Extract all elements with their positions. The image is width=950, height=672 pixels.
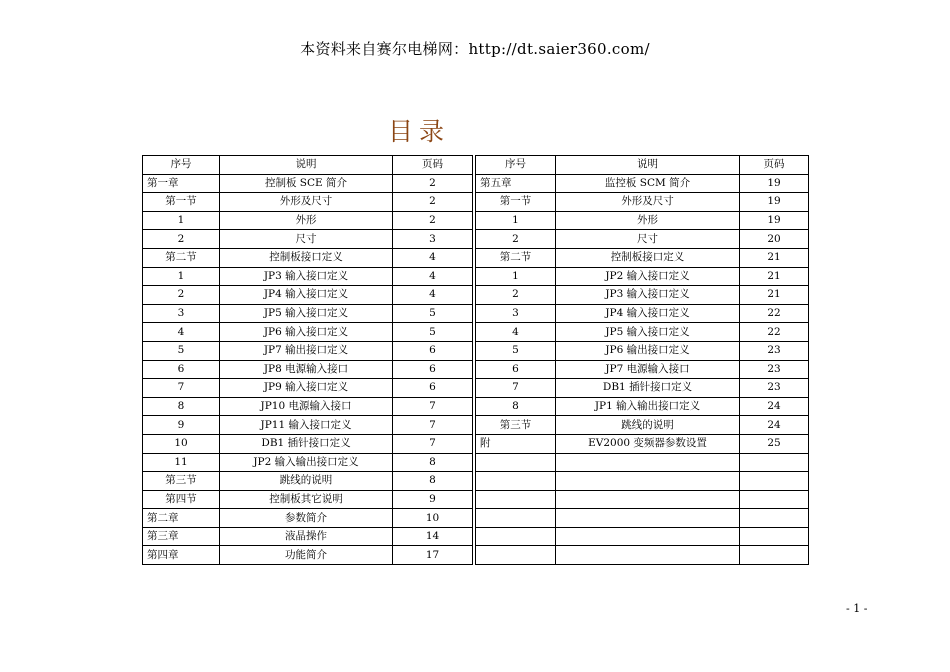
toc-left-desc: 控制板接口定义 bbox=[220, 248, 393, 267]
toc-left-no: 第一章 bbox=[143, 174, 220, 193]
toc-row bbox=[143, 546, 809, 565]
toc-right-desc bbox=[556, 472, 740, 491]
toc-right-no: 第三节 bbox=[476, 416, 556, 435]
toc-left-page: 5 bbox=[393, 304, 473, 323]
toc-right-page: 23 bbox=[740, 360, 809, 379]
toc-right-no: 第一节 bbox=[476, 193, 556, 212]
toc-right-desc: 跳线的说明 bbox=[556, 416, 740, 435]
toc-left-desc: 参数简介 bbox=[220, 509, 393, 528]
toc-left-desc: JP9 输入接口定义 bbox=[220, 379, 393, 398]
toc-left-page: 17 bbox=[393, 546, 473, 565]
toc-left-desc: 控制板 SCE 简介 bbox=[220, 174, 393, 193]
toc-row bbox=[143, 230, 809, 249]
toc-left-no: 2 bbox=[143, 286, 220, 305]
toc-right-desc: EV2000 变频器参数设置 bbox=[556, 434, 740, 453]
toc-left-page: 7 bbox=[393, 397, 473, 416]
toc-right-no: 1 bbox=[476, 267, 556, 286]
toc-row bbox=[143, 286, 809, 305]
toc-left-page: 9 bbox=[393, 490, 473, 509]
toc-row bbox=[143, 490, 809, 509]
toc-left-page: 2 bbox=[393, 174, 473, 193]
toc-row bbox=[143, 341, 809, 360]
toc-left-page: 5 bbox=[393, 323, 473, 342]
toc-left-no: 6 bbox=[143, 360, 220, 379]
toc-right-desc: JP2 输入接口定义 bbox=[556, 267, 740, 286]
toc-left-no: 第三章 bbox=[143, 527, 220, 546]
toc-left-desc: JP7 输出接口定义 bbox=[220, 341, 393, 360]
toc-right-desc: 监控板 SCM 简介 bbox=[556, 174, 740, 193]
toc-left-page: 6 bbox=[393, 360, 473, 379]
toc-right-page: 19 bbox=[740, 174, 809, 193]
toc-row bbox=[143, 379, 809, 398]
toc-left-no: 第二节 bbox=[143, 248, 220, 267]
toc-left-no: 第四章 bbox=[143, 546, 220, 565]
toc-right-page: 22 bbox=[740, 323, 809, 342]
toc-row bbox=[143, 434, 809, 453]
toc-left-page: 4 bbox=[393, 286, 473, 305]
toc-left-page: 2 bbox=[393, 193, 473, 212]
toc-left-no: 7 bbox=[143, 379, 220, 398]
toc-right-desc: 控制板接口定义 bbox=[556, 248, 740, 267]
toc-left-no: 4 bbox=[143, 323, 220, 342]
toc-right-desc: 外形及尺寸 bbox=[556, 193, 740, 212]
toc-left-page: 7 bbox=[393, 434, 473, 453]
toc-left-desc: JP8 电源输入接口 bbox=[220, 360, 393, 379]
toc-right-no: 2 bbox=[476, 230, 556, 249]
toc-left-desc: DB1 插针接口定义 bbox=[220, 434, 393, 453]
toc-row bbox=[143, 193, 809, 212]
toc-right-page: 21 bbox=[740, 286, 809, 305]
toc-right-desc bbox=[556, 453, 740, 472]
toc-row bbox=[143, 453, 809, 472]
toc-left-no: 5 bbox=[143, 341, 220, 360]
header-page-left: 页码 bbox=[393, 156, 473, 175]
toc-row bbox=[143, 360, 809, 379]
toc-left-desc: JP6 输入接口定义 bbox=[220, 323, 393, 342]
header-page-right: 页码 bbox=[740, 156, 809, 175]
toc-left-page: 7 bbox=[393, 416, 473, 435]
toc-right-no bbox=[476, 509, 556, 528]
toc-right-desc: JP5 输入接口定义 bbox=[556, 323, 740, 342]
toc-left-desc: 液晶操作 bbox=[220, 527, 393, 546]
toc-right-no bbox=[476, 546, 556, 565]
toc-left-no: 第二章 bbox=[143, 509, 220, 528]
toc-row bbox=[143, 211, 809, 230]
toc-left-page: 4 bbox=[393, 248, 473, 267]
toc-right-no bbox=[476, 490, 556, 509]
toc-right-no: 5 bbox=[476, 341, 556, 360]
toc-row bbox=[143, 267, 809, 286]
toc-right-page: 20 bbox=[740, 230, 809, 249]
toc-right-no: 8 bbox=[476, 397, 556, 416]
toc-left-desc: JP2 输入输出接口定义 bbox=[220, 453, 393, 472]
page-number: - 1 - bbox=[846, 602, 868, 615]
toc-left-page: 6 bbox=[393, 379, 473, 398]
toc-body bbox=[143, 174, 809, 564]
toc-row bbox=[143, 397, 809, 416]
toc-right-no: 2 bbox=[476, 286, 556, 305]
toc-left-page: 6 bbox=[393, 341, 473, 360]
toc-right-page: 25 bbox=[740, 434, 809, 453]
toc-row bbox=[143, 174, 809, 193]
toc-row bbox=[143, 472, 809, 491]
toc-left-desc: JP5 输入接口定义 bbox=[220, 304, 393, 323]
toc-left-no: 第一节 bbox=[143, 193, 220, 212]
toc-right-page: 23 bbox=[740, 379, 809, 398]
toc-right-page bbox=[740, 453, 809, 472]
toc-right-desc: 尺寸 bbox=[556, 230, 740, 249]
toc-left-no: 11 bbox=[143, 453, 220, 472]
toc-left-no: 2 bbox=[143, 230, 220, 249]
toc-right-desc: DB1 插针接口定义 bbox=[556, 379, 740, 398]
toc-right-desc bbox=[556, 509, 740, 528]
toc-left-page: 14 bbox=[393, 527, 473, 546]
toc-left-desc: JP11 输入接口定义 bbox=[220, 416, 393, 435]
toc-right-desc: JP6 输出接口定义 bbox=[556, 341, 740, 360]
toc-right-no: 4 bbox=[476, 323, 556, 342]
toc-right-no bbox=[476, 472, 556, 491]
toc-left-page: 8 bbox=[393, 472, 473, 491]
toc-row bbox=[143, 304, 809, 323]
toc-right-desc: JP3 输入接口定义 bbox=[556, 286, 740, 305]
toc-right-desc: JP1 输入输出接口定义 bbox=[556, 397, 740, 416]
toc-right-no: 第二节 bbox=[476, 248, 556, 267]
toc-right-desc bbox=[556, 490, 740, 509]
toc-right-desc bbox=[556, 546, 740, 565]
toc-right-no: 1 bbox=[476, 211, 556, 230]
toc-left-page: 2 bbox=[393, 211, 473, 230]
toc-row bbox=[143, 509, 809, 528]
toc-row bbox=[143, 416, 809, 435]
toc-left-desc: 外形 bbox=[220, 211, 393, 230]
toc-left-page: 4 bbox=[393, 267, 473, 286]
toc-left-no: 第四节 bbox=[143, 490, 220, 509]
header-no-right: 序号 bbox=[476, 156, 556, 175]
toc-right-page: 24 bbox=[740, 397, 809, 416]
toc-right-page: 24 bbox=[740, 416, 809, 435]
toc-left-no: 1 bbox=[143, 211, 220, 230]
toc-right-no: 3 bbox=[476, 304, 556, 323]
toc-right-no bbox=[476, 527, 556, 546]
toc-left-no: 1 bbox=[143, 267, 220, 286]
toc-right-desc bbox=[556, 527, 740, 546]
toc-left-desc: 跳线的说明 bbox=[220, 472, 393, 491]
toc-right-no: 第五章 bbox=[476, 174, 556, 193]
toc-row bbox=[143, 323, 809, 342]
toc-left-desc: JP10 电源输入接口 bbox=[220, 397, 393, 416]
toc-left-no: 3 bbox=[143, 304, 220, 323]
toc-left-desc: 功能简介 bbox=[220, 546, 393, 565]
toc-right-no: 6 bbox=[476, 360, 556, 379]
toc-right-no: 附 bbox=[476, 434, 556, 453]
toc-right-page: 21 bbox=[740, 267, 809, 286]
toc-right-page: 21 bbox=[740, 248, 809, 267]
toc-right-no bbox=[476, 453, 556, 472]
toc-left-desc: JP3 输入接口定义 bbox=[220, 267, 393, 286]
toc-left-page: 8 bbox=[393, 453, 473, 472]
toc-row bbox=[143, 527, 809, 546]
page-title: 目录 bbox=[388, 117, 451, 146]
toc-right-desc: 外形 bbox=[556, 211, 740, 230]
toc-left-page: 10 bbox=[393, 509, 473, 528]
toc-table bbox=[142, 155, 809, 565]
toc-left-desc: 控制板其它说明 bbox=[220, 490, 393, 509]
toc-left-no: 10 bbox=[143, 434, 220, 453]
toc-left-no: 第三节 bbox=[143, 472, 220, 491]
toc-left-desc: 尺寸 bbox=[220, 230, 393, 249]
toc-left-no: 8 bbox=[143, 397, 220, 416]
toc-right-page: 19 bbox=[740, 211, 809, 230]
toc-row bbox=[143, 248, 809, 267]
header-desc-right: 说明 bbox=[556, 156, 740, 175]
toc-right-desc: JP4 输入接口定义 bbox=[556, 304, 740, 323]
toc-right-page bbox=[740, 527, 809, 546]
toc-right-page bbox=[740, 546, 809, 565]
toc-left-desc: JP4 输入接口定义 bbox=[220, 286, 393, 305]
toc-left-page: 3 bbox=[393, 230, 473, 249]
toc-right-desc: JP7 电源输入接口 bbox=[556, 360, 740, 379]
toc-right-page bbox=[740, 490, 809, 509]
toc-right-no: 7 bbox=[476, 379, 556, 398]
toc-header-row bbox=[143, 156, 809, 175]
page-header-source: 本资料来自赛尔电梯网：http://dt.saier360.com/ bbox=[300, 40, 650, 58]
toc-right-page bbox=[740, 509, 809, 528]
toc-right-page bbox=[740, 472, 809, 491]
header-no-left: 序号 bbox=[143, 156, 220, 175]
toc-left-no: 9 bbox=[143, 416, 220, 435]
toc-right-page: 19 bbox=[740, 193, 809, 212]
toc-right-page: 23 bbox=[740, 341, 809, 360]
header-desc-left: 说明 bbox=[220, 156, 393, 175]
toc-right-page: 22 bbox=[740, 304, 809, 323]
toc-left-desc: 外形及尺寸 bbox=[220, 193, 393, 212]
